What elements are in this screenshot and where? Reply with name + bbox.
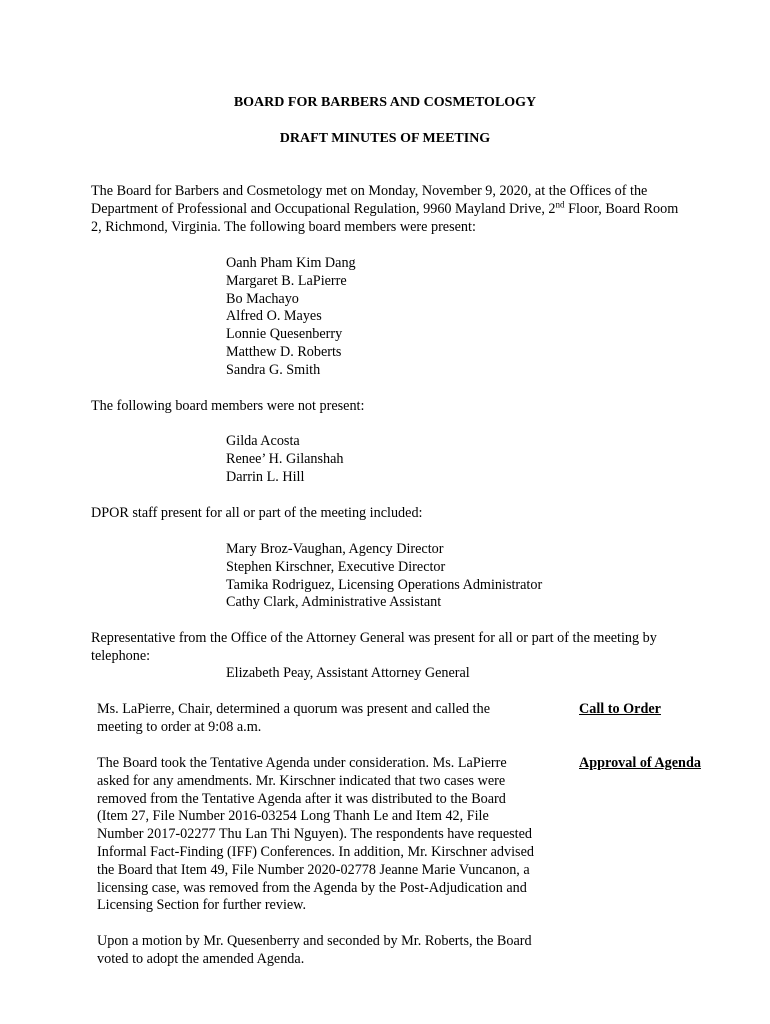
agenda-motion-text xyxy=(97,933,567,969)
approval-of-agenda-text xyxy=(97,755,567,915)
ag-paragraph xyxy=(91,630,731,666)
ag-line: Representative from the Office of the Attorney General was present for all or part of the meeting by xyxy=(91,630,657,646)
not-present-intro: The following board members were not present: xyxy=(91,398,365,414)
body-line: The Board took the Tentative Agenda under consideration. Ms. LaPierre xyxy=(97,755,507,771)
list-item: Margaret B. LaPierre xyxy=(226,272,347,289)
list-item: Bo Machayo xyxy=(226,290,299,307)
list-item: Mary Broz-Vaughan, Agency Director xyxy=(226,541,444,557)
intro-text: Floor, Board Room xyxy=(564,200,679,217)
call-to-order-heading: Call to Order xyxy=(579,701,661,717)
intro-line xyxy=(91,201,731,219)
document-subtitle: DRAFT MINUTES OF MEETING xyxy=(279,131,491,146)
body-line: asked for any amendments. Mr. Kirschner indicated that two cases were xyxy=(97,772,506,789)
body-line: licensing case, was removed from the Agenda by the Post-Adjudication and xyxy=(97,879,527,896)
staff-list xyxy=(226,541,726,612)
body-line: Ms. LaPierre, Chair, determined a quorum was present and called the xyxy=(97,701,491,717)
body-line: (Item 27, File Number 2016-03254 Long Thanh Le and Item 42, File xyxy=(97,808,489,825)
call-to-order-text xyxy=(97,701,567,737)
body-line: the Board that Item 49, File Number 2020-02778 Jeanne Marie Vuncanon, a xyxy=(97,861,530,878)
list-item: Gilda Acosta xyxy=(226,433,300,449)
body-line: Number 2017-02277 Thu Lan Thi Nguyen). The respondents have requested xyxy=(97,826,532,843)
list-item: Alfred O. Mayes xyxy=(226,308,322,325)
list-item: Sandra G. Smith xyxy=(226,361,321,378)
intro-line: 2, Richmond, Virginia. The following board members were present: xyxy=(91,218,476,235)
body-line: Informal Fact-Finding (IFF) Conferences. In addition, Mr. Kirschner advised xyxy=(97,843,534,860)
body-line: voted to adopt the amended Agenda. xyxy=(97,950,305,967)
list-item: Renee’ H. Gilanshah xyxy=(226,450,344,467)
list-item: Tamika Rodriguez, Licensing Operations Administrator xyxy=(226,576,543,593)
intro-text: Department of Professional and Occupational Regulation, 9960 Mayland Drive, 2 xyxy=(91,200,556,217)
list-item: Lonnie Quesenberry xyxy=(226,326,343,343)
ag-line: telephone: xyxy=(91,647,151,664)
intro-paragraph xyxy=(91,183,731,236)
ag-representative: Elizabeth Peay, Assistant Attorney General xyxy=(226,665,470,681)
ordinal-suffix: nd xyxy=(555,199,565,210)
document-title: BOARD FOR BARBERS AND COSMETOLOGY xyxy=(233,95,537,110)
intro-line: The Board for Barbers and Cosmetology met on Monday, November 9, 2020, at the Offices of the xyxy=(91,183,648,199)
staff-intro: DPOR staff present for all or part of the meeting included: xyxy=(91,505,423,521)
list-item: Oanh Pham Kim Dang xyxy=(226,255,356,271)
not-present-members-list xyxy=(226,433,726,486)
list-item: Cathy Clark, Administrative Assistant xyxy=(226,594,442,611)
approval-of-agenda-heading: Approval of Agenda xyxy=(579,755,701,771)
body-line: Licensing Section for further review. xyxy=(97,897,307,914)
list-item: Darrin L. Hill xyxy=(226,468,305,485)
list-item: Stephen Kirschner, Executive Director xyxy=(226,558,446,575)
body-line: meeting to order at 9:08 a.m. xyxy=(97,718,262,735)
present-members-list xyxy=(226,255,726,380)
body-line: Upon a motion by Mr. Quesenberry and seconded by Mr. Roberts, the Board xyxy=(97,933,532,949)
list-item: Matthew D. Roberts xyxy=(226,343,342,360)
body-line: removed from the Tentative Agenda after it was distributed to the Board xyxy=(97,790,506,807)
